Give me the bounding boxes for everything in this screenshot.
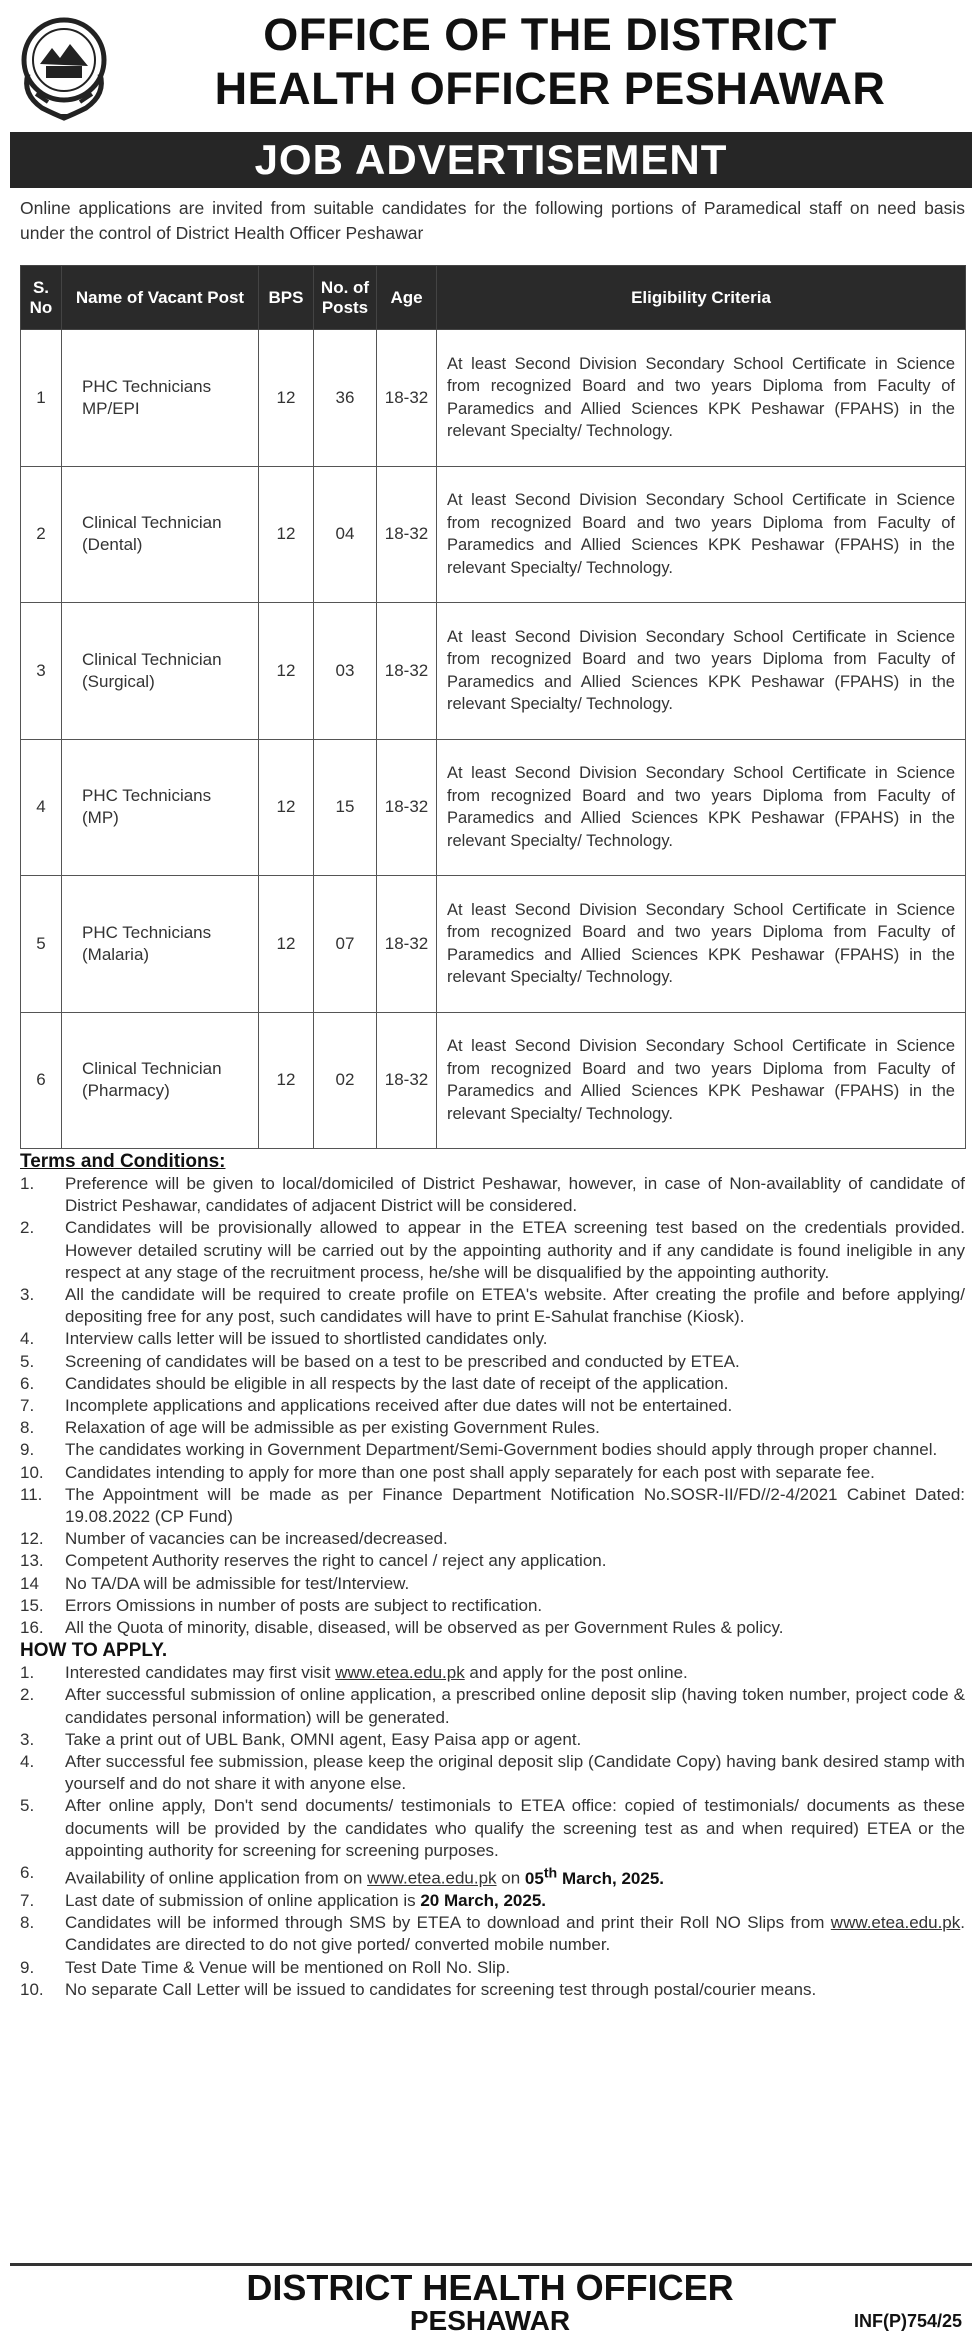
post-name: PHC Technicians <box>82 786 212 806</box>
post-name: PHC Technicians <box>82 376 212 396</box>
cell-post <box>62 466 259 603</box>
header-sno: S. No <box>21 266 62 330</box>
list-item <box>20 1979 965 2001</box>
terms-section <box>20 1150 965 2001</box>
cell-post <box>62 739 259 876</box>
item-text: No TA/DA will be admissible for test/Interview. <box>65 1573 410 1593</box>
list-item <box>20 1729 965 1751</box>
list-item <box>20 1573 965 1595</box>
header-bps: BPS <box>259 266 314 330</box>
item-text: Candidates will be informed through SMS by ETEA to download and print their Roll NO Slips from <box>65 1913 831 1933</box>
item-number: 6. <box>20 1863 35 1883</box>
opening-date-suffix: th <box>543 1865 558 1882</box>
item-text: Screening of candidates will be based on a test to be prescribed and conducted by ETEA. <box>65 1351 740 1371</box>
item-text: Number of vacancies can be increased/decreased. <box>65 1529 448 1549</box>
item-number: 5. <box>20 1796 35 1816</box>
item-text: Competent Authority reserves the right to cancel / reject any application. <box>65 1551 607 1571</box>
item-number: 3. <box>20 1729 35 1749</box>
item-text: Incomplete applications and applications received after due dates will not be entertained. <box>65 1396 733 1416</box>
header-age: Age <box>377 266 437 330</box>
item-text: All the candidate will be required to create profile on ETEA's website. After creating the profile and before applying/ depositing free for any post, such candidates will have to print E-Sahulat franchise (Kiosk). <box>65 1285 965 1327</box>
kpk-government-emblem-icon <box>18 14 110 122</box>
post-sub: (Surgical) <box>82 671 155 691</box>
post-sub: (Dental) <box>82 535 143 555</box>
opening-date <box>524 1865 664 1888</box>
post-name: Clinical Technician <box>82 513 222 533</box>
item-text: Relaxation of age will be admissible as per existing Government Rules. <box>65 1418 600 1438</box>
item-number: 9. <box>20 1957 35 1977</box>
item-number: 7. <box>20 1396 35 1416</box>
cell-sno: 3 <box>21 603 62 740</box>
item-number: 5. <box>20 1351 35 1371</box>
opening-date-day: 05 <box>524 1868 544 1888</box>
item-text: on <box>496 1868 525 1888</box>
item-number: 13. <box>20 1551 44 1571</box>
cell-bps: 12 <box>259 739 314 876</box>
item-text: Availability of online application from on <box>65 1868 368 1888</box>
office-title-line1: OFFICE OF THE DISTRICT <box>263 9 837 60</box>
list-item <box>20 1862 965 1890</box>
item-text: No separate Call Letter will be issued to candidates for screening test through postal/courier means. <box>65 1979 817 1999</box>
item-text: Candidates will be provisionally allowed to appear in the ETEA screening test based on the credentials provided. However detailed scrutiny will be carried out by the appointing authority and if any candidate is found ineligible in any respect at any stage of the recruitment process, he/she will be disqualified by the appointing authority. <box>65 1218 965 1282</box>
table-row <box>21 876 966 1013</box>
etea-website-link[interactable]: www.etea.edu.pk <box>830 1913 961 1933</box>
item-number: 1. <box>20 1174 35 1193</box>
item-number: 2. <box>20 1685 35 1705</box>
list-item <box>20 1617 965 1639</box>
item-text: Candidates intending to apply for more than one post shall apply separately for each post with separate fee. <box>65 1462 875 1482</box>
item-text: and apply for the post online. <box>464 1663 688 1683</box>
item-number: 10. <box>20 1979 44 1999</box>
list-item <box>20 1173 965 1217</box>
how-to-apply-list <box>20 1662 965 2001</box>
cell-post <box>62 603 259 740</box>
cell-post <box>62 876 259 1013</box>
list-item <box>20 1550 965 1572</box>
signatory-title: DISTRICT HEALTH OFFICER <box>246 2267 734 2308</box>
post-name: Clinical Technician <box>82 1059 222 1079</box>
cell-posts: 15 <box>314 739 377 876</box>
list-item <box>20 1528 965 1550</box>
table-row <box>21 330 966 467</box>
cell-criteria: At least Second Division Secondary School Certificate in Science from recognized Board and two years Diploma from Faculty of Paramedics and Allied Sciences KPK Peshawar (FPAHS) in the relevant Specialty/ Technology. <box>437 739 966 876</box>
cell-criteria: At least Second Division Secondary School Certificate in Science from recognized Board and two years Diploma from Faculty of Paramedics and Allied Sciences KPK Peshawar (FPAHS) in the relevant Specialty/ Technology. <box>437 603 966 740</box>
item-number: 8. <box>20 1913 35 1933</box>
item-number: 14 <box>20 1573 39 1593</box>
how-to-apply-heading: HOW TO APPLY. <box>20 1640 168 1662</box>
cell-posts: 07 <box>314 876 377 1013</box>
cell-criteria: At least Second Division Secondary School Certificate in Science from recognized Board and two years Diploma from Faculty of Paramedics and Allied Sciences KPK Peshawar (FPAHS) in the relevant Specialty/ Technology. <box>437 1012 966 1149</box>
post-sub: (MP) <box>82 808 119 828</box>
cell-posts: 02 <box>314 1012 377 1149</box>
office-title <box>130 8 970 116</box>
item-text: Interview calls letter will be issued to shortlisted candidates only. <box>65 1329 548 1349</box>
item-text: The candidates working in Government Department/Semi-Government bodies should apply through proper channel. <box>65 1440 938 1460</box>
opening-date-month: March, 2025. <box>557 1868 664 1888</box>
item-text: The Appointment will be made as per Finance Department Notification No.SOSR-II/FD//2-4/2021 Cabinet Dated: 19.08.2022 (CP Fund) <box>65 1484 965 1527</box>
item-number: 16. <box>20 1618 44 1638</box>
cell-bps: 12 <box>259 466 314 603</box>
cell-age: 18-32 <box>377 876 437 1013</box>
list-item <box>20 1890 965 1912</box>
item-text: Preference will be given to local/domiciled of District Peshawar, however, in case of Non-availablity of candidate of District Peshawar, candidates of adjacent District will be considered. <box>65 1174 965 1216</box>
cell-bps: 12 <box>259 330 314 467</box>
list-item <box>20 1795 965 1862</box>
terms-list <box>20 1173 965 1639</box>
list-item <box>20 1395 965 1417</box>
item-text: Test Date Time & Venue will be mentioned on Roll No. Slip. <box>65 1957 511 1977</box>
cell-criteria: At least Second Division Secondary School Certificate in Science from recognized Board and two years Diploma from Faculty of Paramedics and Allied Sciences KPK Peshawar (FPAHS) in the relevant Specialty/ Technology. <box>437 330 966 467</box>
item-number: 11. <box>20 1484 43 1504</box>
item-text: . Candidates are directed to do not give ported/ converted mobile number. <box>65 1913 965 1955</box>
list-item <box>20 1284 965 1328</box>
cell-posts: 04 <box>314 466 377 603</box>
cell-sno: 5 <box>21 876 62 1013</box>
cell-age: 18-32 <box>377 330 437 467</box>
table-header-row <box>21 266 966 330</box>
header-post: Name of Vacant Post <box>62 266 259 330</box>
list-item <box>20 1484 965 1528</box>
etea-website-link[interactable]: www.etea.edu.pk <box>367 1868 497 1888</box>
item-text: Interested candidates may first visit <box>65 1663 336 1683</box>
item-text: After successful submission of online application, a prescribed online deposit slip (having token number, project code & candidates personal information) will be generated. <box>65 1685 965 1727</box>
list-item <box>20 1462 965 1484</box>
cell-bps: 12 <box>259 876 314 1013</box>
cell-age: 18-32 <box>377 466 437 603</box>
table-row <box>21 466 966 603</box>
item-text: After online apply, Don't send documents/ testimonials to ETEA office: copied of testimonials/ documents as these documents will be provided by the candidates who qualify the screening test as and when required) ETEA or the appointing authority for screening for screening purposes. <box>65 1796 965 1860</box>
header-criteria: Eligibility Criteria <box>437 266 966 330</box>
table-row <box>21 739 966 876</box>
item-text: Last date of submission of online application is <box>65 1890 421 1910</box>
list-item <box>20 1351 965 1373</box>
list-item <box>20 1439 965 1461</box>
list-item <box>20 1662 965 1684</box>
post-sub: (Pharmacy) <box>82 1081 170 1101</box>
cell-criteria: At least Second Division Secondary School Certificate in Science from recognized Board and two years Diploma from Faculty of Paramedics and Allied Sciences KPK Peshawar (FPAHS) in the relevant Specialty/ Technology. <box>437 466 966 603</box>
item-number: 15. <box>20 1595 44 1615</box>
cell-post <box>62 330 259 467</box>
terms-heading: Terms and Conditions: <box>20 1151 226 1172</box>
cell-post <box>62 1012 259 1149</box>
list-item <box>20 1217 965 1284</box>
item-number: 4. <box>20 1329 35 1349</box>
job-advertisement-banner: JOB ADVERTISEMENT <box>10 132 972 188</box>
cell-posts: 36 <box>314 330 377 467</box>
post-name: Clinical Technician <box>82 649 222 669</box>
post-sub: MP/EPI <box>82 398 140 418</box>
item-number: 7. <box>20 1890 35 1910</box>
list-item <box>20 1373 965 1395</box>
cell-sno: 4 <box>21 739 62 876</box>
cell-sno: 1 <box>21 330 62 467</box>
item-number: 8. <box>20 1418 35 1438</box>
post-name: PHC Technicians <box>82 922 212 942</box>
item-number: 4. <box>20 1752 35 1772</box>
item-text: Take a print out of UBL Bank, OMNI agent, Easy Paisa app or agent. <box>65 1729 582 1749</box>
cell-sno: 6 <box>21 1012 62 1149</box>
list-item <box>20 1684 965 1728</box>
list-item <box>20 1751 965 1795</box>
list-item <box>20 1957 965 1979</box>
item-number: 2. <box>20 1218 35 1238</box>
item-number: 9. <box>20 1440 35 1460</box>
etea-website-link[interactable]: www.etea.edu.pk <box>335 1663 465 1683</box>
item-text: Errors Omissions in number of posts are subject to rectification. <box>65 1595 543 1615</box>
vacancy-table <box>20 265 965 1149</box>
header <box>0 0 980 128</box>
table-row <box>21 603 966 740</box>
cell-criteria: At least Second Division Secondary School Certificate in Science from recognized Board and two years Diploma from Faculty of Paramedics and Allied Sciences KPK Peshawar (FPAHS) in the relevant Specialty/ Technology. <box>437 876 966 1013</box>
item-number: 3. <box>20 1285 35 1305</box>
cell-sno: 2 <box>21 466 62 603</box>
cell-age: 18-32 <box>377 1012 437 1149</box>
cell-bps: 12 <box>259 603 314 740</box>
item-number: 6. <box>20 1373 35 1393</box>
item-text: After successful fee submission, please keep the original deposit slip (Candidate Copy) having bank desired stamp with yourself and do not share it with anyone else. <box>65 1752 965 1794</box>
item-text: All the Quota of minority, disable, diseased, will be observed as per Government Rules & policy. <box>65 1618 784 1638</box>
cell-age: 18-32 <box>377 603 437 740</box>
cell-posts: 03 <box>314 603 377 740</box>
item-text: Candidates should be eligible in all respects by the last date of receipt of the application. <box>65 1373 729 1393</box>
header-posts: No. of Posts <box>314 266 377 330</box>
office-title-line2: HEALTH OFFICER PESHAWAR <box>214 63 886 114</box>
closing-date: 20 March, 2025. <box>420 1890 547 1910</box>
list-item <box>20 1328 965 1350</box>
cell-bps: 12 <box>259 1012 314 1149</box>
post-sub: (Malaria) <box>82 944 150 964</box>
cell-age: 18-32 <box>377 739 437 876</box>
item-number: 12. <box>20 1529 44 1549</box>
item-number: 10. <box>20 1462 44 1482</box>
item-number: 1. <box>20 1663 35 1683</box>
list-item <box>20 1912 965 1956</box>
list-item <box>20 1417 965 1439</box>
intro-text: Online applications are invited from suitable candidates for the following portions of Paramedical staff on need basis under the control of District Health Officer Peshawar <box>20 198 965 243</box>
footer-divider <box>10 2263 972 2266</box>
table-row <box>21 1012 966 1149</box>
reference-number: INF(P)754/25 <box>853 2311 962 2331</box>
list-item <box>20 1595 965 1617</box>
signatory-location: PESHAWAR <box>409 2305 571 2336</box>
